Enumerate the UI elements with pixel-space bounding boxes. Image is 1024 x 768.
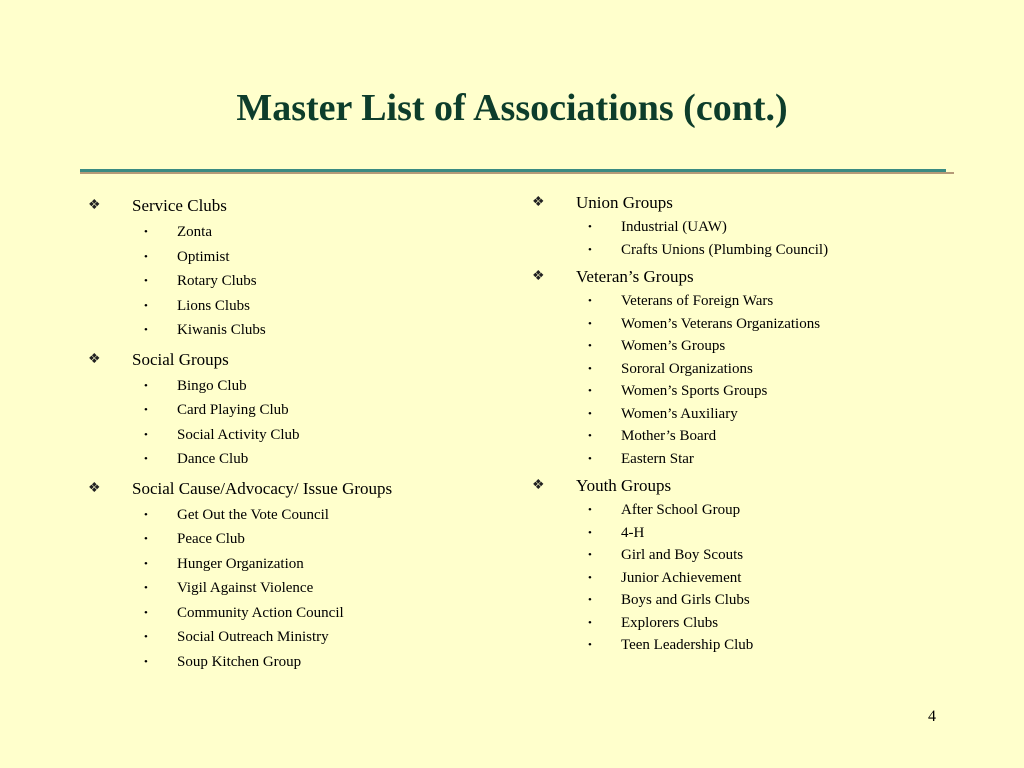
list-item xyxy=(88,398,508,423)
list-item xyxy=(88,447,508,472)
title-divider-shadow xyxy=(80,172,954,174)
group-veteran-s-groups xyxy=(532,264,972,470)
group-union-groups xyxy=(532,190,972,261)
list-item xyxy=(88,245,508,270)
bullet-icon: • xyxy=(144,582,148,594)
list-item-text: Rotary Clubs xyxy=(177,273,257,289)
list-item-text: Card Playing Club xyxy=(177,402,289,418)
bullet-icon: • xyxy=(144,655,148,668)
list-item-text: Social Activity Club xyxy=(177,426,300,443)
group-social-groups xyxy=(88,346,508,472)
diamond-bullet-icon: ❖ xyxy=(88,480,101,496)
list-item xyxy=(532,335,972,358)
diamond-bullet-icon: ❖ xyxy=(532,195,545,210)
list-item xyxy=(532,499,972,522)
right-column xyxy=(532,190,972,660)
diamond-bullet-icon: ❖ xyxy=(88,198,101,213)
list-item xyxy=(532,589,972,612)
bullet-icon: • xyxy=(144,379,148,392)
list-item-text: Women’s Veterans Organizations xyxy=(621,315,821,332)
list-item-text: Women’s Sports Groups xyxy=(621,383,768,399)
page-number: 4 xyxy=(928,708,936,725)
bullet-icon: • xyxy=(144,508,148,521)
list-item xyxy=(532,239,972,262)
list-item-text: Vigil Against Violence xyxy=(177,580,314,596)
diamond-bullet-icon: ❖ xyxy=(532,478,545,493)
list-item xyxy=(532,380,972,403)
bullet-icon: • xyxy=(588,317,592,330)
group-heading-text: Youth Groups xyxy=(576,476,672,495)
bullet-icon: • xyxy=(588,504,592,516)
bullet-icon: • xyxy=(588,362,592,375)
list-item-text: Boys and Girls Clubs xyxy=(621,592,750,608)
list-item xyxy=(532,612,972,635)
group-heading xyxy=(88,192,508,220)
list-item-text: Teen Leadership Club xyxy=(621,637,754,653)
list-item-text: Community Action Council xyxy=(177,604,344,621)
group-social-cause-advocacy-issue-groups xyxy=(88,475,508,675)
list-item-text: Lions Clubs xyxy=(177,297,250,314)
group-youth-groups xyxy=(532,473,972,657)
bullet-icon: • xyxy=(144,631,148,643)
group-heading-text: Veteran’s Groups xyxy=(576,267,694,286)
bullet-icon: • xyxy=(588,639,592,651)
list-item xyxy=(532,425,972,448)
list-item-text: Kiwanis Clubs xyxy=(177,322,266,338)
list-item xyxy=(88,269,508,294)
item-list xyxy=(88,220,508,343)
list-item xyxy=(88,650,508,675)
bullet-icon: • xyxy=(144,453,148,465)
list-item-text: Get Out the Vote Council xyxy=(177,506,329,523)
list-item xyxy=(88,576,508,601)
list-item xyxy=(532,403,972,426)
bullet-icon: • xyxy=(588,549,592,561)
item-list xyxy=(532,499,972,657)
list-item xyxy=(532,313,972,336)
list-item-text: Bingo Club xyxy=(177,377,247,394)
list-item-text: Veterans of Foreign Wars xyxy=(621,293,774,309)
group-heading xyxy=(532,190,972,216)
list-item xyxy=(88,220,508,245)
list-item xyxy=(88,318,508,343)
list-item-text: Social Outreach Ministry xyxy=(177,629,329,645)
bullet-icon: • xyxy=(588,407,592,420)
group-heading-text: Union Groups xyxy=(576,193,673,212)
slide-title: Master List of Associations (cont.) xyxy=(236,87,788,129)
list-item-text: Explorers Clubs xyxy=(621,614,719,631)
bullet-icon: • xyxy=(588,452,592,465)
group-heading xyxy=(532,473,972,499)
list-item-text: Peace Club xyxy=(177,531,245,547)
list-item-text: After School Group xyxy=(621,502,741,518)
list-item-text: Dance Club xyxy=(177,451,249,467)
list-item-text: Eastern Star xyxy=(621,450,694,467)
list-item xyxy=(88,527,508,552)
group-heading-text: Social Cause/Advocacy/ Issue Groups xyxy=(132,478,393,498)
item-list xyxy=(532,216,972,261)
diamond-bullet-icon: ❖ xyxy=(532,269,545,284)
item-list xyxy=(88,503,508,675)
bullet-icon: • xyxy=(588,526,592,539)
group-heading xyxy=(532,264,972,290)
bullet-icon: • xyxy=(588,594,592,606)
bullet-icon: • xyxy=(144,606,148,619)
list-item xyxy=(88,294,508,319)
bullet-icon: • xyxy=(588,295,592,307)
group-service-clubs xyxy=(88,192,508,343)
bullet-icon: • xyxy=(144,557,148,570)
bullet-icon: • xyxy=(588,616,592,629)
list-item-text: Women’s Auxiliary xyxy=(621,405,738,422)
bullet-icon: • xyxy=(144,324,148,336)
list-item xyxy=(88,503,508,528)
left-column xyxy=(88,192,508,677)
list-item-text: Girl and Boy Scouts xyxy=(621,547,744,563)
bullet-icon: • xyxy=(144,275,148,287)
list-item xyxy=(88,374,508,399)
list-item-text: Mother’s Board xyxy=(621,428,717,444)
list-item xyxy=(532,216,972,239)
group-heading-text: Service Clubs xyxy=(132,196,227,215)
list-item xyxy=(532,290,972,313)
list-item-text: Industrial (UAW) xyxy=(621,219,727,235)
list-item xyxy=(532,544,972,567)
group-heading xyxy=(88,475,508,503)
list-item-text: 4-H xyxy=(621,524,645,541)
list-item-text: Soup Kitchen Group xyxy=(177,653,302,670)
list-item-text: Junior Achievement xyxy=(621,569,742,586)
list-item xyxy=(88,423,508,448)
list-item xyxy=(532,448,972,471)
list-item xyxy=(532,522,972,545)
list-item-text: Women’s Groups xyxy=(621,338,726,354)
list-item xyxy=(532,358,972,381)
list-item xyxy=(88,601,508,626)
list-item-text: Zonta xyxy=(177,224,212,240)
bullet-icon: • xyxy=(588,571,592,584)
bullet-icon: • xyxy=(588,243,592,256)
bullet-icon: • xyxy=(588,221,592,233)
item-list xyxy=(88,374,508,472)
group-heading xyxy=(88,346,508,374)
list-item-text: Crafts Unions (Plumbing Council) xyxy=(621,241,829,258)
bullet-icon: • xyxy=(144,533,148,545)
bullet-icon: • xyxy=(144,226,148,238)
bullet-icon: • xyxy=(588,385,592,397)
diamond-bullet-icon: ❖ xyxy=(88,351,101,367)
item-list xyxy=(532,290,972,470)
list-item xyxy=(88,552,508,577)
list-item-text: Optimist xyxy=(177,248,230,265)
list-item xyxy=(532,567,972,590)
bullet-icon: • xyxy=(144,250,148,263)
bullet-icon: • xyxy=(588,430,592,442)
list-item xyxy=(88,625,508,650)
list-item-text: Sororal Organizations xyxy=(621,360,753,377)
group-heading-text: Social Groups xyxy=(132,349,229,369)
bullet-icon: • xyxy=(144,404,148,416)
list-item xyxy=(532,634,972,657)
bullet-icon: • xyxy=(144,299,148,312)
bullet-icon: • xyxy=(588,340,592,352)
bullet-icon: • xyxy=(144,428,148,441)
list-item-text: Hunger Organization xyxy=(177,555,304,572)
